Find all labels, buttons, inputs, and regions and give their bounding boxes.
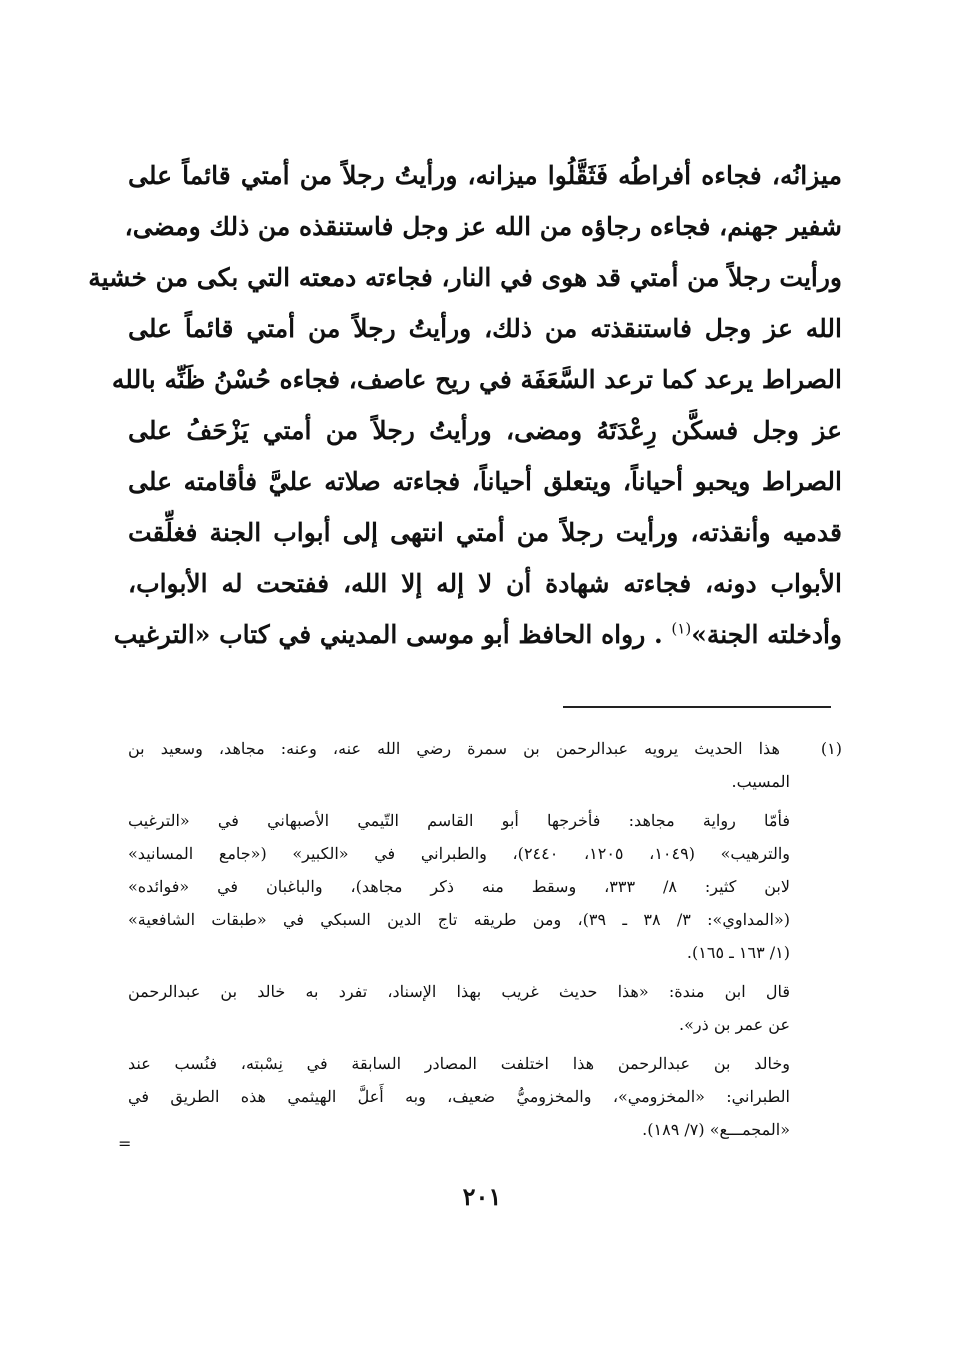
footnote-reference[interactable]: (١) (671, 619, 692, 638)
footnote-line: الطبراني: «المخزومي»، والمخزوميُّ ضعيف، وبه أَعلَّ الهيثمي هذه الطريق في (128, 1087, 790, 1106)
footnote-separator (563, 706, 831, 708)
main-text-segment: وأدخلته الجنة» (691, 620, 842, 649)
main-text-line: شفير جهنم، فجاءه رجاؤه من الله عز وجل فاستنقذه من ذلك ومضى، (124, 212, 842, 241)
footnote-line: (١/ ١٦٣ ـ ١٦٥). (686, 943, 790, 962)
main-text-block (88, 150, 842, 660)
continuation-mark: = (118, 1134, 132, 1153)
footnote-line: وخالد بن عبدالرحمن هذا اختلفت المصادر السابقة في نِسْبته، فنُسب عند (128, 1054, 791, 1073)
main-text-line: عز وجل فسكَّن رِعْدَتَهُ ومضى، ورأيتُ رجلاً من أمتي يَزْحَفُ على (128, 416, 842, 445)
footnote-line: عن عمر بن ذر». (679, 1015, 790, 1034)
main-text-line: الصراط يرعد كما ترعد السَّعَفَة في ريح عاصف، فجاءه حُسْنُ ظَنِّه بالله (111, 365, 842, 394)
footnote-line (128, 732, 842, 765)
main-text-line: الصراط ويحبو أحياناً، ويتعلق أحياناً، فجاءته صلاته عليَّ فأقامته على (128, 467, 842, 496)
footnote-line: («المداوي»: ٣/ ٣٨ ـ ٣٩)، ومن طريقه تاج الدين السبكي في «طبقات الشافعية» (128, 910, 791, 929)
footnote-line: فأمّا رواية مجاهد: فأخرجها أبو القاسم التّيمي الأصبهاني في «الترغيب (128, 811, 790, 830)
main-text-line: قدميه وأنقذته، ورأيت رجلاً من أمتي انتهى إلى أبواب الجنة فغلِّقت (128, 518, 842, 547)
footnote-line: المسيب. (731, 772, 790, 791)
footnote-line: والترهيب» (١٠٤٩، ١٢٠٥، ٢٤٤٠)، والطبراني في «الكبير» («جامع المسانيد» (128, 844, 791, 863)
footnotes-block (128, 732, 842, 1146)
footnote-line: قال ابن مندة: «هذا حديث غريب بهذا الإسناد، تفرد به خالد بن عبدالرحمن (128, 982, 790, 1001)
main-text-line: الأبواب دونه، فجاءته شهادة أن لا إله إلا الله، ففتحت له الأبواب، (128, 569, 842, 598)
page-number: ٢٠١ (462, 1182, 502, 1211)
main-text-segment: . رواه الحافظ أبو موسى المديني في كتاب «الترغيب (113, 620, 663, 649)
main-text-line: ورأيت رجلاً من أمتي قد هوى في النار، فجاءته دمعته التي بكى من خشية (88, 263, 842, 292)
main-text-last-line (113, 609, 842, 660)
footnote-line: «المجمـــع» (٧/ ١٨٩). (642, 1120, 790, 1139)
footnote-line: لابن كثير: ٨/ ٣٣٣، وسقط منه ذكر مجاهد)، والباغبان في «فوائده» (128, 877, 791, 896)
footnote-number: (١) (820, 739, 842, 758)
footnote-text: هذا الحديث يرويه عبدالرحمن بن سمرة رضي الله عنه، وعنه: مجاهد، وسعيد بن (128, 739, 780, 758)
main-text-line: ميزانُه، فجاءه أفراطُه فَثَقَّلُوا ميزانه، ورأيتُ رجلاً من أمتي قائماً على (128, 161, 842, 190)
main-text-line: الله عز وجل فاستنقذته من ذلك، ورأيتُ رجلاً من أمتي قائماً على (128, 314, 842, 343)
